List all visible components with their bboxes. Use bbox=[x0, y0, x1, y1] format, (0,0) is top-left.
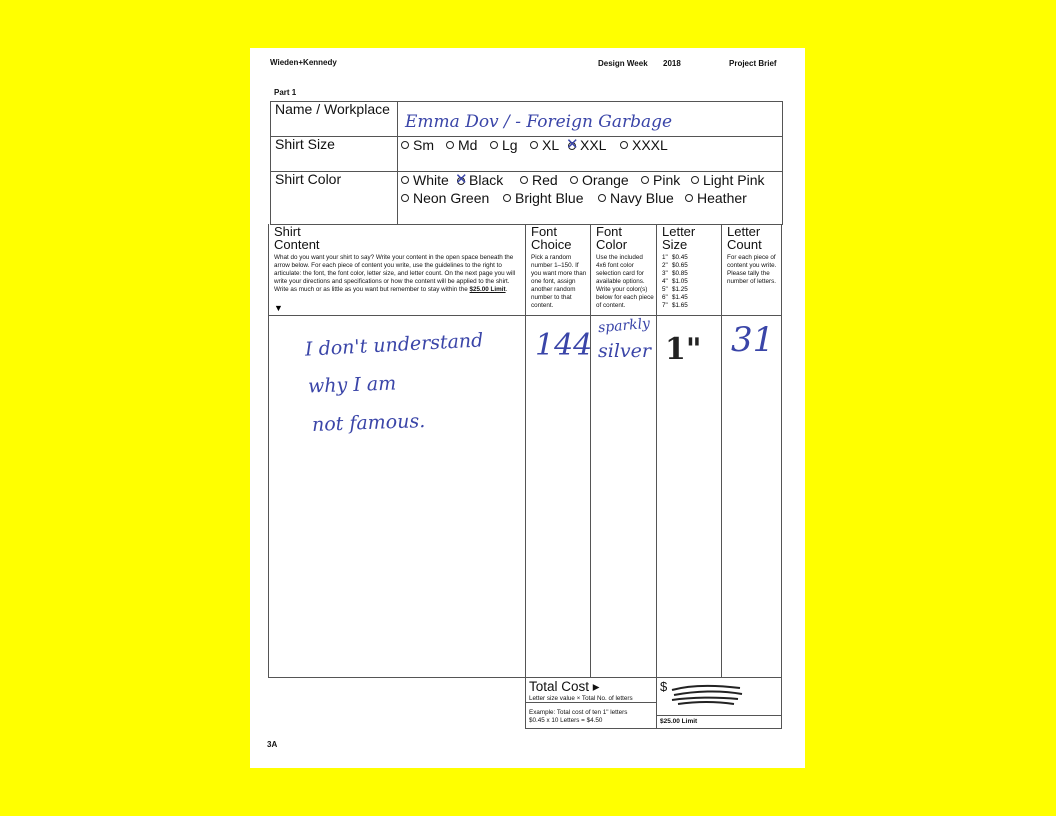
radio-icon bbox=[401, 141, 409, 149]
project-brief-sheet bbox=[250, 48, 805, 768]
radio-icon bbox=[598, 194, 606, 202]
color-option-white[interactable]: White bbox=[401, 172, 449, 188]
total-cost-example-2: $0.45 x 10 Letters = $4.50 bbox=[529, 717, 603, 724]
font-color-instructions: Use the included 4x6 font color selection card for available options. Write your color(s) below for each piece of content. bbox=[596, 254, 654, 309]
handwritten-letter-size[interactable]: 1" bbox=[665, 332, 702, 367]
label-divider bbox=[397, 101, 398, 224]
font-color-title-1: Font bbox=[596, 224, 623, 239]
handwritten-font-color-1[interactable]: sparkly bbox=[597, 315, 651, 337]
total-value-field[interactable]: $ bbox=[660, 679, 668, 694]
radio-icon bbox=[401, 176, 409, 184]
radio-icon bbox=[446, 141, 454, 149]
total-bottom-border bbox=[525, 728, 781, 729]
color-option-pink[interactable]: Pink bbox=[641, 172, 680, 188]
radio-icon bbox=[503, 194, 511, 202]
doc-type: Project Brief bbox=[729, 59, 777, 68]
event-year: 2018 bbox=[663, 59, 681, 68]
col-divider bbox=[721, 224, 722, 677]
size-option-xl[interactable]: XL bbox=[530, 137, 559, 153]
total-value-divider bbox=[656, 715, 781, 716]
size-option-xxl[interactable]: ✕ XXL bbox=[566, 135, 607, 153]
color-option-neon-green[interactable]: Neon Green bbox=[401, 190, 489, 206]
color-option-black[interactable]: ✕ Black bbox=[455, 170, 504, 188]
letter-size-title-1: Letter bbox=[662, 224, 696, 239]
radio-icon bbox=[520, 176, 528, 184]
radio-icon bbox=[641, 176, 649, 184]
price-row: 4" $1.05 bbox=[662, 278, 688, 285]
price-row: 5" $1.25 bbox=[662, 286, 688, 293]
radio-icon bbox=[691, 176, 699, 184]
content-border-left bbox=[268, 224, 269, 677]
radio-icon bbox=[685, 194, 693, 202]
handwritten-letter-count[interactable]: 31 bbox=[731, 320, 775, 360]
letter-size-price-list bbox=[662, 254, 718, 310]
color-option-navy-blue[interactable]: Navy Blue bbox=[598, 190, 674, 206]
total-cost-formula: Letter size value × Total No. of letters bbox=[529, 695, 633, 702]
event-name: Design Week bbox=[598, 59, 648, 68]
checked-x-mark-icon: ✕ bbox=[566, 135, 579, 153]
color-option-heather[interactable]: Heather bbox=[685, 190, 747, 206]
color-option-orange[interactable]: Orange bbox=[570, 172, 629, 188]
color-option-bright-blue[interactable]: Bright Blue bbox=[503, 190, 583, 206]
limit-label: $25.00 Limit bbox=[660, 718, 698, 725]
radio-icon bbox=[530, 141, 538, 149]
price-row: 2" $0.65 bbox=[662, 262, 688, 269]
price-row: 6" $1.45 bbox=[662, 294, 688, 301]
shirt-content-title-2: Content bbox=[274, 237, 320, 252]
letter-count-title-2: Count bbox=[727, 237, 762, 252]
size-option-lg[interactable]: Lg bbox=[490, 137, 518, 153]
radio-icon bbox=[570, 176, 578, 184]
font-choice-instructions: Pick a random number 1–150. If you want more than one font, assign another random number to that content. bbox=[531, 254, 587, 309]
size-option-xxxl[interactable]: XXXL bbox=[620, 137, 668, 153]
part-label: Part 1 bbox=[274, 88, 297, 97]
checked-x-mark-icon: ✕ bbox=[455, 170, 468, 188]
handwritten-content-line-2[interactable]: why I am bbox=[307, 372, 397, 398]
handwritten-content-line-1[interactable]: I don't understand bbox=[304, 329, 484, 361]
page-number: 3A bbox=[267, 740, 278, 749]
font-choice-title-2: Choice bbox=[531, 237, 572, 252]
shirt-size-label: Shirt Size bbox=[275, 136, 335, 152]
letter-count-title-1: Letter bbox=[727, 224, 761, 239]
col-divider bbox=[590, 224, 591, 677]
shirt-color-label: Shirt Color bbox=[275, 171, 342, 187]
down-arrow-icon: ▼ bbox=[274, 303, 283, 313]
row-divider bbox=[270, 136, 783, 137]
font-color-title-2: Color bbox=[596, 237, 628, 252]
color-option-red[interactable]: Red bbox=[520, 172, 558, 188]
brand-name: Wieden+Kennedy bbox=[270, 58, 337, 67]
table-border-left bbox=[270, 101, 271, 224]
price-row: 3" $0.85 bbox=[662, 270, 688, 277]
letter-size-title-2: Size bbox=[662, 237, 688, 252]
color-option-light-pink[interactable]: Light Pink bbox=[691, 172, 764, 188]
total-cost-example-1: Example: Total cost of ten 1" letters bbox=[529, 709, 628, 716]
shirt-content-instructions: What do you want your shirt to say? Write your content in the open space beneath the arrow below. For each piece of content you write, use the guidelines to the right to articulate: the font, the font color, letter size, and letter count. On the next page you will write your directions and specifications or how the content will be applied to the shirt. Write as much or as little as you want but remember to stay within the $25.00 Limit. bbox=[274, 254, 516, 293]
shirt-content-title-1: Shirt bbox=[274, 224, 301, 239]
radio-icon bbox=[490, 141, 498, 149]
price-row: 1" $0.45 bbox=[662, 254, 688, 261]
price-row: 7" $1.65 bbox=[662, 302, 688, 309]
content-border-right bbox=[781, 224, 782, 729]
scribbled-out-total bbox=[670, 682, 745, 708]
handwritten-content-line-3[interactable]: not famous. bbox=[311, 410, 426, 436]
col-divider bbox=[525, 224, 526, 729]
font-choice-title-1: Font bbox=[531, 224, 558, 239]
name-workplace-label: Name / Workplace bbox=[275, 101, 390, 117]
total-cost-label: Total Cost ▸ bbox=[529, 679, 600, 694]
radio-icon bbox=[401, 194, 409, 202]
row-divider bbox=[270, 224, 783, 225]
limit-text: $25.00 Limit bbox=[469, 286, 506, 293]
size-option-md[interactable]: Md bbox=[446, 137, 477, 153]
handwritten-font-color-2[interactable]: silver bbox=[598, 340, 651, 362]
table-border-right bbox=[782, 101, 783, 224]
col-divider bbox=[656, 224, 657, 729]
letter-count-instructions: For each piece of content you write. Please tally the number of letters. bbox=[727, 254, 777, 285]
name-workplace-field[interactable]: Emma Dov / - Foreign Garbage bbox=[405, 112, 673, 132]
radio-icon bbox=[620, 141, 628, 149]
handwritten-font-choice[interactable]: 144 bbox=[535, 328, 593, 363]
size-option-sm[interactable]: Sm bbox=[401, 137, 434, 153]
